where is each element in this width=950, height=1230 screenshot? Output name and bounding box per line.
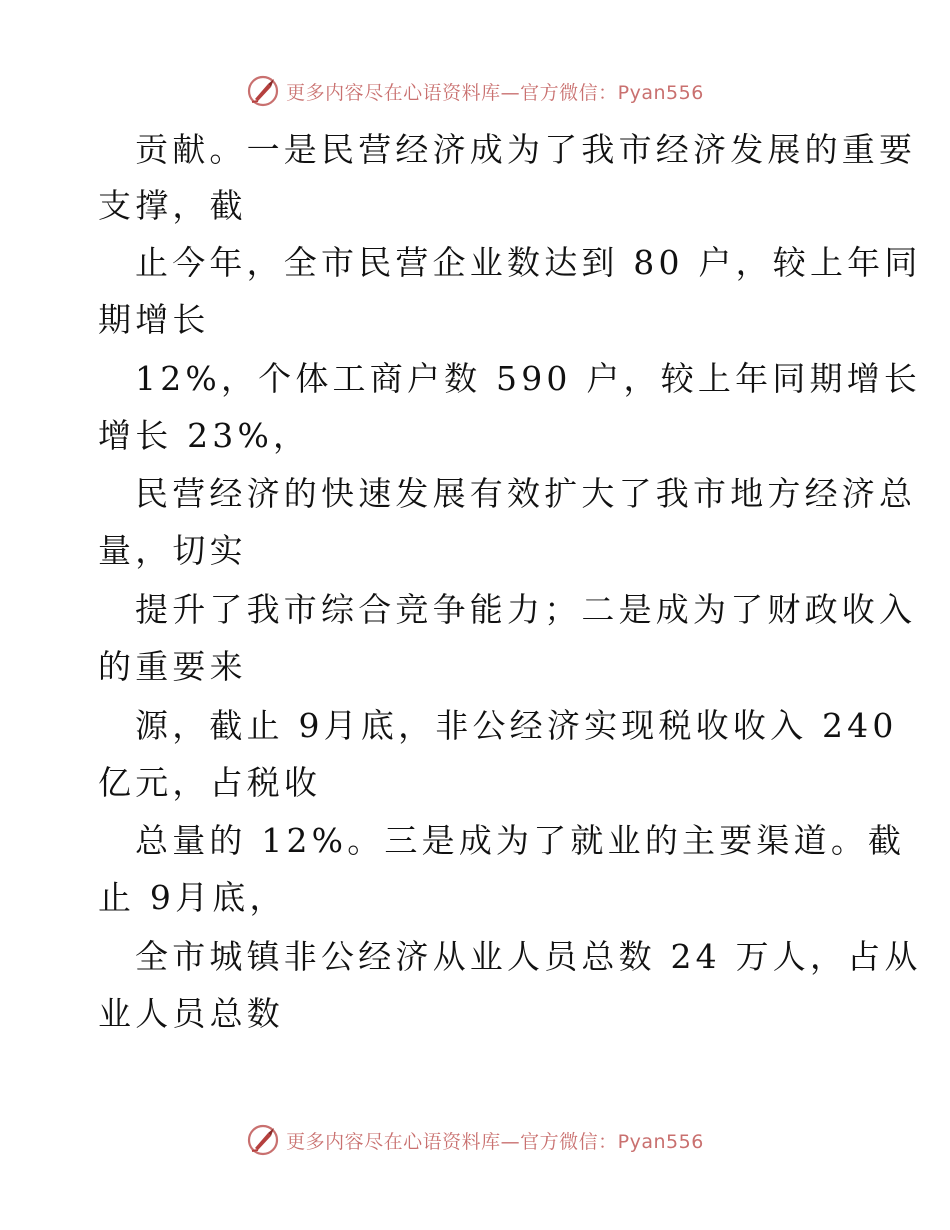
paragraph-line: 支撑，截 bbox=[98, 186, 247, 225]
paragraph-line: 贡献。一是民营经济成为了我市经济发展的重要 bbox=[135, 130, 917, 169]
paragraph-line: 止今年，全市民营企业数达到 80 户，较上年同 bbox=[135, 243, 922, 282]
paragraph-line: 增长 23%， bbox=[98, 416, 311, 455]
paragraph-line: 业人员总数 bbox=[98, 994, 284, 1033]
footer-watermark bbox=[0, 1120, 950, 1160]
paragraph-line: 源，截止 9月底，非公经济实现税收收入 240 bbox=[135, 706, 898, 745]
header-watermark bbox=[0, 71, 950, 111]
paragraph-line: 民营经济的快速发展有效扩大了我市地方经济总 bbox=[135, 474, 917, 513]
quill-pen-logo-icon bbox=[246, 74, 280, 108]
header-watermark-text: 更多内容尽在心语资料库—官方微信：Pyan556 bbox=[286, 81, 704, 104]
paragraph-line: 提升了我市综合竞争能力；二是成为了财政收入 bbox=[135, 590, 917, 629]
paragraph-line: 亿元，占税收 bbox=[98, 763, 322, 802]
paragraph-line: 量，切实 bbox=[98, 531, 247, 570]
paragraph-line: 期增长 bbox=[98, 300, 210, 339]
paragraph-line: 全市城镇非公经济从业人员总数 24 万人，占从 bbox=[135, 937, 922, 976]
paragraph-line: 总量的 12%。三是成为了就业的主要渠道。截 bbox=[135, 821, 906, 860]
quill-pen-logo-icon bbox=[246, 1123, 280, 1157]
footer-watermark-text: 更多内容尽在心语资料库—官方微信：Pyan556 bbox=[286, 1130, 704, 1153]
paragraph-line: 止 9月底， bbox=[98, 878, 287, 917]
paragraph-line: 12%，个体工商户数 590 户，较上年同期增长 bbox=[135, 359, 922, 398]
paragraph-line: 的重要来 bbox=[98, 647, 247, 686]
